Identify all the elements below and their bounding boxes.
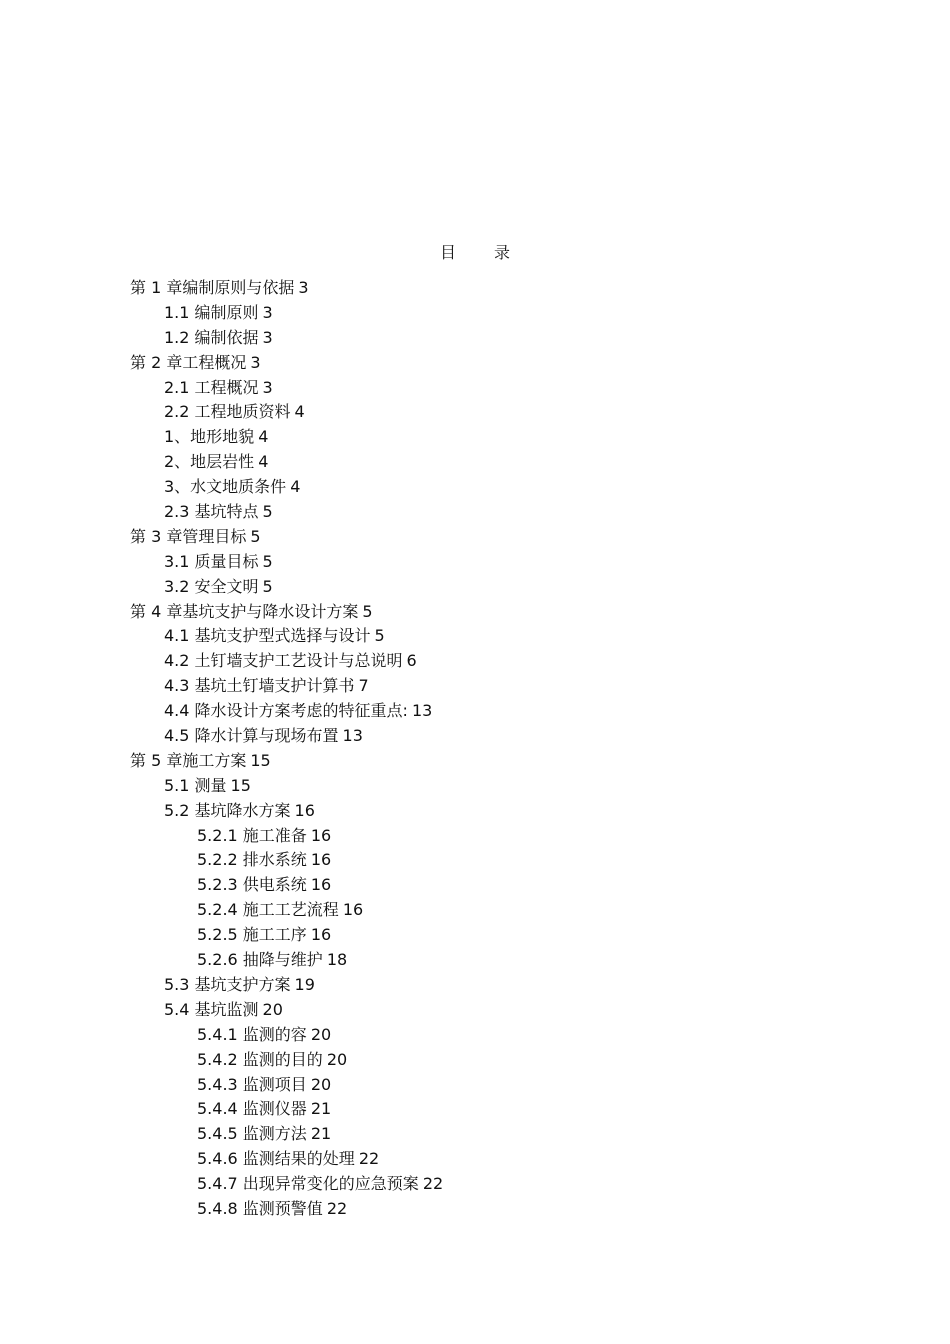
toc-entry[interactable] xyxy=(0,973,950,998)
toc-entry-page: 3 xyxy=(262,377,273,397)
toc-entry-text: 4.2 土钉墙支护工艺设计与总说明 xyxy=(164,651,403,671)
toc-entry[interactable] xyxy=(0,674,950,699)
toc-entry-text: 5.4.8 监测预警值 xyxy=(197,1198,323,1218)
toc-entry-page: 4 xyxy=(290,477,301,497)
toc-entry-text: 3.2 安全文明 xyxy=(164,576,259,596)
toc-entry-page: 5 xyxy=(374,626,385,646)
toc-entry[interactable] xyxy=(0,624,950,649)
toc-entry-text: 2.3 基坑特点 xyxy=(164,502,259,522)
toc-entry-page: 4 xyxy=(258,452,269,472)
toc-entry-page: 5 xyxy=(262,551,273,571)
toc-entry-page: 4 xyxy=(294,402,305,422)
toc-entry-page: 20 xyxy=(326,1049,348,1069)
toc-entry-text: 5.2 基坑降水方案 xyxy=(164,800,291,820)
toc-entry-text: 4.4 降水设计方案考虑的特征重点: xyxy=(164,701,408,721)
toc-entry[interactable] xyxy=(0,326,950,351)
toc-entry-text: 1、地形地貌 xyxy=(164,427,255,447)
toc-entry[interactable] xyxy=(0,351,950,376)
toc-entry-text: 5.3 基坑支护方案 xyxy=(164,974,291,994)
toc-entry[interactable] xyxy=(0,649,950,674)
toc-entry[interactable] xyxy=(0,575,950,600)
toc-entry[interactable] xyxy=(0,400,950,425)
toc-entry[interactable] xyxy=(0,799,950,824)
toc-entry[interactable] xyxy=(0,1048,950,1073)
toc-entry-page: 3 xyxy=(262,302,273,322)
toc-entry-page: 4 xyxy=(258,427,269,447)
toc-entry-page: 3 xyxy=(262,327,273,347)
toc-entry[interactable] xyxy=(0,600,950,625)
toc-entry-text: 5.4.3 监测项目 xyxy=(197,1074,307,1094)
toc-entry-page: 13 xyxy=(411,701,433,721)
toc-entry-text: 5.4.4 监测仪器 xyxy=(197,1099,307,1119)
toc-entry[interactable] xyxy=(0,425,950,450)
toc-entry[interactable] xyxy=(0,1147,950,1172)
toc-entry[interactable] xyxy=(0,1122,950,1147)
toc-entry-page: 3 xyxy=(298,278,309,297)
toc-entry-page: 16 xyxy=(294,800,315,820)
toc-entry-page: 13 xyxy=(342,726,363,746)
toc-entry-page: 5 xyxy=(362,601,373,621)
toc-entry-text: 4.5 降水计算与现场布置 xyxy=(164,726,339,746)
toc-entry-page: 5 xyxy=(262,576,273,596)
toc-entry-page: 6 xyxy=(406,651,417,671)
toc-entry-page: 16 xyxy=(310,925,332,945)
toc-entry[interactable] xyxy=(0,699,950,724)
toc-title-right: 录 xyxy=(494,243,511,262)
toc-entry[interactable] xyxy=(0,525,950,550)
toc-entry-page: 20 xyxy=(310,1074,332,1094)
toc-entry-text: 5.4.2 监测的目的 xyxy=(197,1049,323,1069)
toc-entry[interactable] xyxy=(0,848,950,873)
toc-entry-page: 15 xyxy=(230,775,251,795)
toc-entry[interactable] xyxy=(0,998,950,1023)
toc-entry-text: 4.1 基坑支护型式选择与设计 xyxy=(164,626,371,646)
toc-entry-text: 第 1 章编制原则与依据 xyxy=(130,278,295,297)
toc-entry-page: 22 xyxy=(422,1174,444,1194)
toc-entry[interactable] xyxy=(0,1023,950,1048)
toc-entry[interactable] xyxy=(0,1172,950,1197)
toc-entry[interactable] xyxy=(0,824,950,849)
toc-entry[interactable] xyxy=(0,749,950,774)
toc-entry-page: 21 xyxy=(310,1099,332,1119)
toc-entry[interactable] xyxy=(0,724,950,749)
toc-entry-text: 2、地层岩性 xyxy=(164,452,255,472)
toc-entry-page: 22 xyxy=(326,1198,348,1218)
toc-entry-page: 16 xyxy=(310,875,332,895)
toc-entry[interactable] xyxy=(0,376,950,401)
toc-entry[interactable] xyxy=(0,774,950,799)
toc-entry-text: 5.2.4 施工工艺流程 xyxy=(197,900,339,920)
toc-title xyxy=(0,243,950,263)
toc-entry-text: 2.1 工程概况 xyxy=(164,377,259,397)
toc-entry[interactable] xyxy=(0,500,950,525)
toc-entry[interactable] xyxy=(0,301,950,326)
toc-entry-page: 20 xyxy=(310,1024,332,1044)
toc-entry-text: 1.2 编制依据 xyxy=(164,327,259,347)
toc-entry-text: 5.4 基坑监测 xyxy=(164,999,259,1019)
toc-entry-page: 20 xyxy=(262,999,283,1019)
toc-entry[interactable] xyxy=(0,276,950,301)
toc-entry-page: 16 xyxy=(310,825,332,845)
toc-entry-page: 16 xyxy=(310,850,332,870)
toc-entry-text: 第 4 章基坑支护与降水设计方案 xyxy=(130,601,359,621)
toc-entry-page: 16 xyxy=(342,900,364,920)
toc-entry-text: 5.2.5 施工工序 xyxy=(197,925,307,945)
toc-entry-text: 第 5 章施工方案 xyxy=(130,750,247,770)
toc-entry-page: 21 xyxy=(310,1124,332,1144)
toc-entry-text: 5.4.7 出现异常变化的应急预案 xyxy=(197,1174,419,1194)
toc-entry[interactable] xyxy=(0,898,950,923)
toc-entry-text: 2.2 工程地质资料 xyxy=(164,402,291,422)
toc-entry-text: 3.1 质量目标 xyxy=(164,551,259,571)
toc-entry-page: 7 xyxy=(358,676,369,696)
toc-entry[interactable] xyxy=(0,948,950,973)
toc-entry[interactable] xyxy=(0,1097,950,1122)
toc-entry-text: 第 3 章管理目标 xyxy=(130,526,247,546)
toc-entry-page: 5 xyxy=(262,502,273,522)
toc-entry[interactable] xyxy=(0,475,950,500)
toc-entry[interactable] xyxy=(0,873,950,898)
toc-entry-text: 5.4.5 监测方法 xyxy=(197,1124,307,1144)
toc-entry-text: 第 2 章工程概况 xyxy=(130,352,247,372)
toc-entry-page: 18 xyxy=(326,950,348,970)
toc-entry-text: 3、水文地质条件 xyxy=(164,477,287,497)
toc-entry-text: 5.4.1 监测的容 xyxy=(197,1024,307,1044)
toc-entry[interactable] xyxy=(0,1073,950,1098)
toc-entry-page: 15 xyxy=(250,750,271,770)
toc-entry-text: 5.2.3 供电系统 xyxy=(197,875,307,895)
toc-entry-page: 5 xyxy=(250,526,261,546)
toc-list xyxy=(0,276,950,1222)
toc-entry[interactable] xyxy=(0,450,950,475)
toc-entry-page: 22 xyxy=(358,1149,380,1169)
toc-entry-text: 4.3 基坑土钉墙支护计算书 xyxy=(164,676,355,696)
toc-entry-text: 5.4.6 监测结果的处理 xyxy=(197,1149,355,1169)
toc-entry-page: 3 xyxy=(250,352,261,372)
toc-entry[interactable] xyxy=(0,550,950,575)
toc-entry-page: 19 xyxy=(294,974,315,994)
toc-entry[interactable] xyxy=(0,923,950,948)
toc-entry-text: 5.2.2 排水系统 xyxy=(197,850,307,870)
toc-entry-text: 5.2.6 抽降与维护 xyxy=(197,950,323,970)
toc-entry-text: 5.2.1 施工准备 xyxy=(197,825,307,845)
toc-entry[interactable] xyxy=(0,1197,950,1222)
toc-entry-text: 5.1 测量 xyxy=(164,775,227,795)
toc-title-left: 目 xyxy=(439,243,456,262)
toc-entry-text: 1.1 编制原则 xyxy=(164,302,259,322)
